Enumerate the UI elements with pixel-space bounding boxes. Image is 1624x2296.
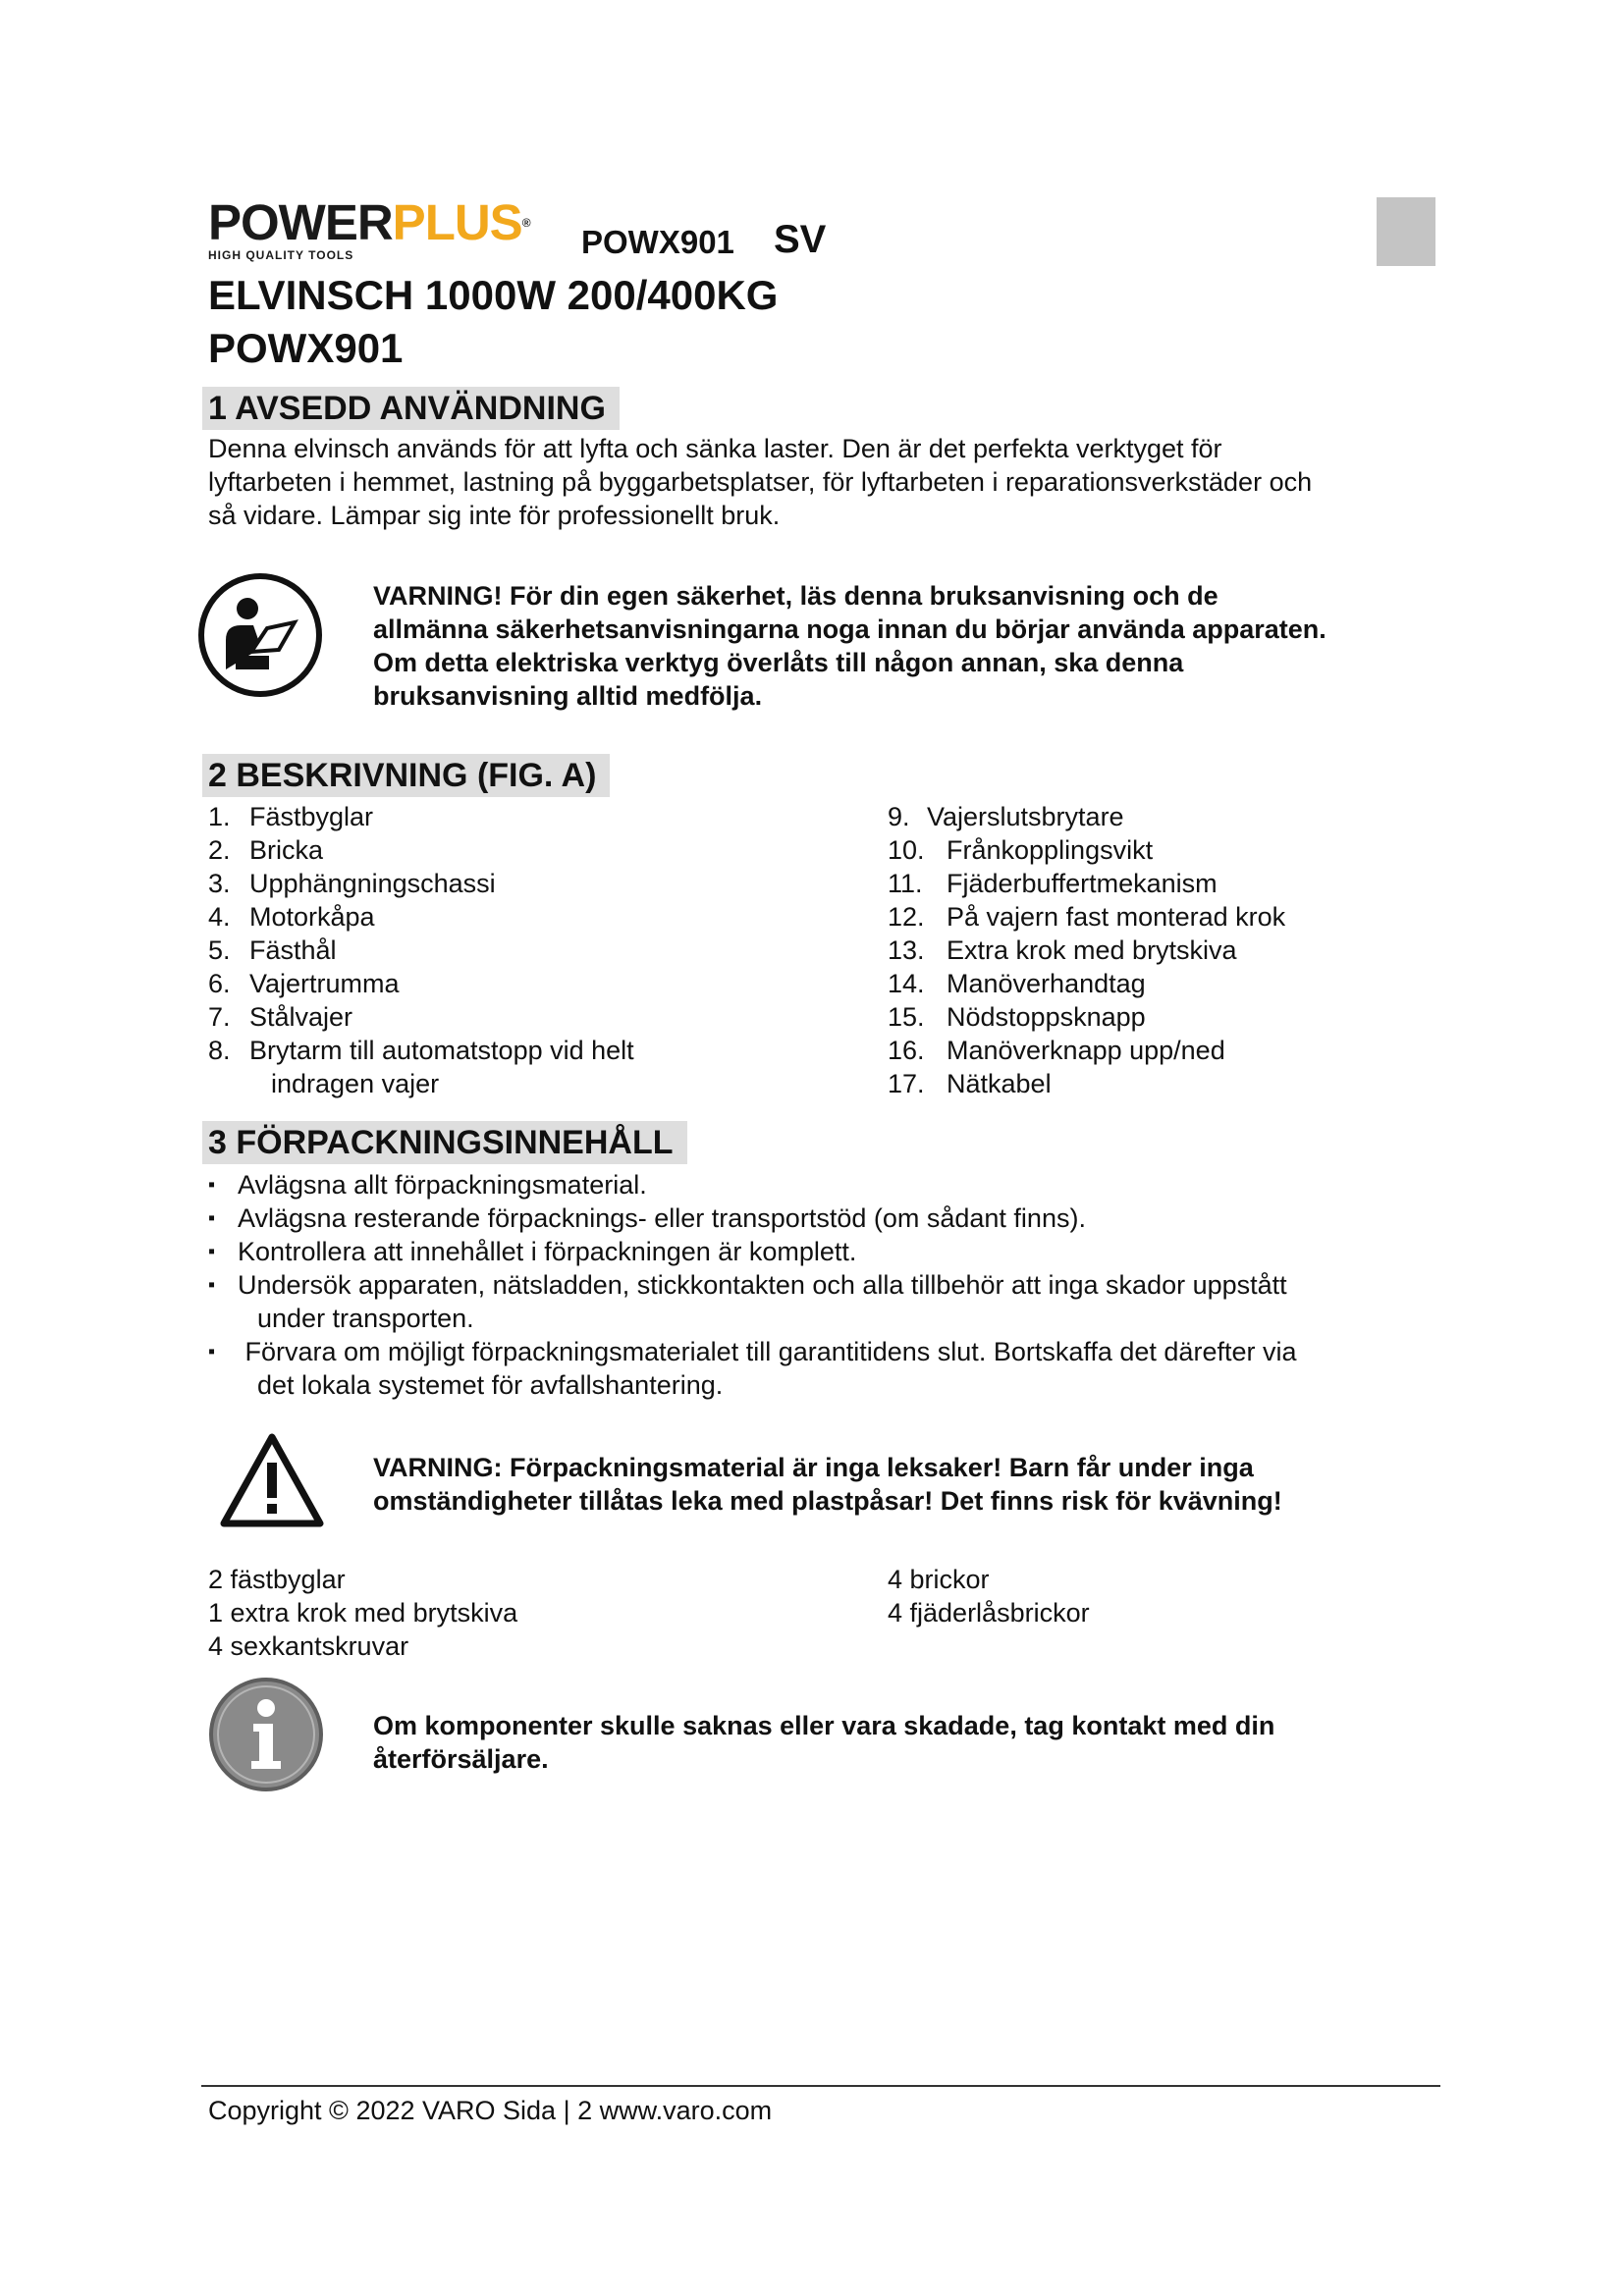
- bullet-icon: ▪: [208, 1341, 216, 1362]
- section-1-paragraph: Denna elvinsch används för att lyfta och sänka laster. Den är det perfekta verktyget för lyftarbeten i hemmet, lastning på byggarbetsplatser, för lyftarbeten i reparationsverkstäder och så vidare. Lämpar sig inte för professionellt bruk.: [208, 434, 1313, 530]
- list-item: ▪ Förvara om möjligt förpackningsmaterialet till garantitidens slut. Bortskaffa det därefter via det lokala systemet för avfallshantering.: [208, 1337, 1297, 1400]
- package-contents-right: [888, 1563, 1090, 1629]
- bullet-icon: ▪: [208, 1207, 216, 1229]
- list-item: 7. Stålvajer: [208, 1002, 353, 1032]
- title-line-2: POWX901: [208, 325, 404, 371]
- section-2-heading: 2 BESKRIVNING (FIG. A): [202, 754, 610, 797]
- list-item: 9. Vajerslutsbrytare: [888, 802, 1124, 831]
- parts-list-left: [208, 800, 837, 1100]
- list-item: 1. Fästbyglar: [208, 802, 374, 831]
- footer-divider: [201, 2085, 1440, 2087]
- package-contents-left: [208, 1563, 517, 1663]
- page-footer: Copyright © 2022 VARO Sida | 2 www.varo.com: [208, 2096, 773, 2125]
- section-1-heading: 1 AVSEDD ANVÄNDNING: [202, 387, 620, 430]
- list-item: 12. På vajern fast monterad krok: [888, 902, 1286, 932]
- list-item: ▪ Undersök apparaten, nätsladden, stickkontakten och alla tillbehör att inga skador uppstått under transporten.: [208, 1270, 1287, 1333]
- logo-wordmark: POWERPLUS®: [208, 194, 530, 250]
- list-item: ▪ Avlägsna resterande förpacknings- eller transportstöd (om sådant finns).: [208, 1203, 1086, 1233]
- bullet-icon: ▪: [208, 1274, 216, 1296]
- list-item: 4. Motorkåpa: [208, 902, 375, 932]
- list-item: 14. Manöverhandtag: [888, 969, 1146, 998]
- list-item: ▪ Avlägsna allt förpackningsmaterial.: [208, 1170, 647, 1200]
- warning-triangle-icon: [218, 1431, 326, 1529]
- brand-logo: [208, 194, 562, 262]
- list-item: 15. Nödstoppsknapp: [888, 1002, 1146, 1032]
- list-item: 4 fjäderlåsbrickor: [888, 1598, 1090, 1628]
- safety-warning: VARNING! För din egen säkerhet, läs denna bruksanvisning och de allmänna säkerhetsanvisningarna noga innan du börjar använda apparaten. Om detta elektriska verktyg överlåts till någon annan, ska denna bruksanvisning alltid medfölja.: [373, 581, 1326, 711]
- list-item: 10. Frånkopplingsvikt: [888, 835, 1154, 865]
- section-3-heading: 3 FÖRPACKNINGSINNEHÅLL: [202, 1121, 687, 1164]
- list-item: 16. Manöverknapp upp/ned: [888, 1036, 1225, 1065]
- bullet-icon: ▪: [208, 1241, 216, 1262]
- list-item: ▪ Kontrollera att innehållet i förpackningen är komplett.: [208, 1237, 857, 1266]
- list-item: 5. Fästhål: [208, 935, 337, 965]
- list-item: 1 extra krok med brytskiva: [208, 1598, 518, 1628]
- parts-list-right: [888, 800, 1516, 1100]
- page-title: [208, 269, 778, 375]
- packaging-bullet-list: [208, 1168, 1455, 1402]
- list-item: 2 fästbyglar: [208, 1565, 346, 1594]
- list-item: 8. Brytarm till automatstopp vid helt: [208, 1036, 634, 1065]
- list-item: 6. Vajertrumma: [208, 969, 400, 998]
- logo-tagline: HIGH QUALITY TOOLS: [208, 248, 354, 262]
- bullet-icon: ▪: [208, 1174, 216, 1196]
- list-item: 17. Nätkabel: [888, 1069, 1052, 1098]
- language-code: SV: [774, 218, 827, 261]
- list-item: 4 brickor: [888, 1565, 990, 1594]
- list-item-continuation: indragen vajer: [271, 1069, 440, 1098]
- list-item: 3. Upphängningschassi: [208, 869, 496, 898]
- list-item: 2. Bricka: [208, 835, 324, 865]
- packaging-warning: VARNING: Förpackningsmaterial är inga leksaker! Barn får under inga omständigheter tillåtas leka med plastpåsar! Det finns risk för kvävning!: [373, 1453, 1282, 1516]
- list-item: 4 sexkantskruvar: [208, 1631, 409, 1661]
- info-icon: [208, 1677, 324, 1792]
- list-item: 13. Extra krok med brytskiva: [888, 935, 1237, 965]
- title-line-1: ELVINSCH 1000W 200/400KG: [208, 272, 779, 318]
- list-item: 11. Fjäderbuffertmekanism: [888, 869, 1218, 898]
- language-tab-marker: [1377, 197, 1435, 266]
- header-model-code: POWX901: [581, 224, 734, 260]
- missing-parts-note: Om komponenter skulle saknas eller vara skadade, tag kontakt med din återförsäljare.: [373, 1711, 1275, 1774]
- read-manual-icon: [196, 571, 324, 699]
